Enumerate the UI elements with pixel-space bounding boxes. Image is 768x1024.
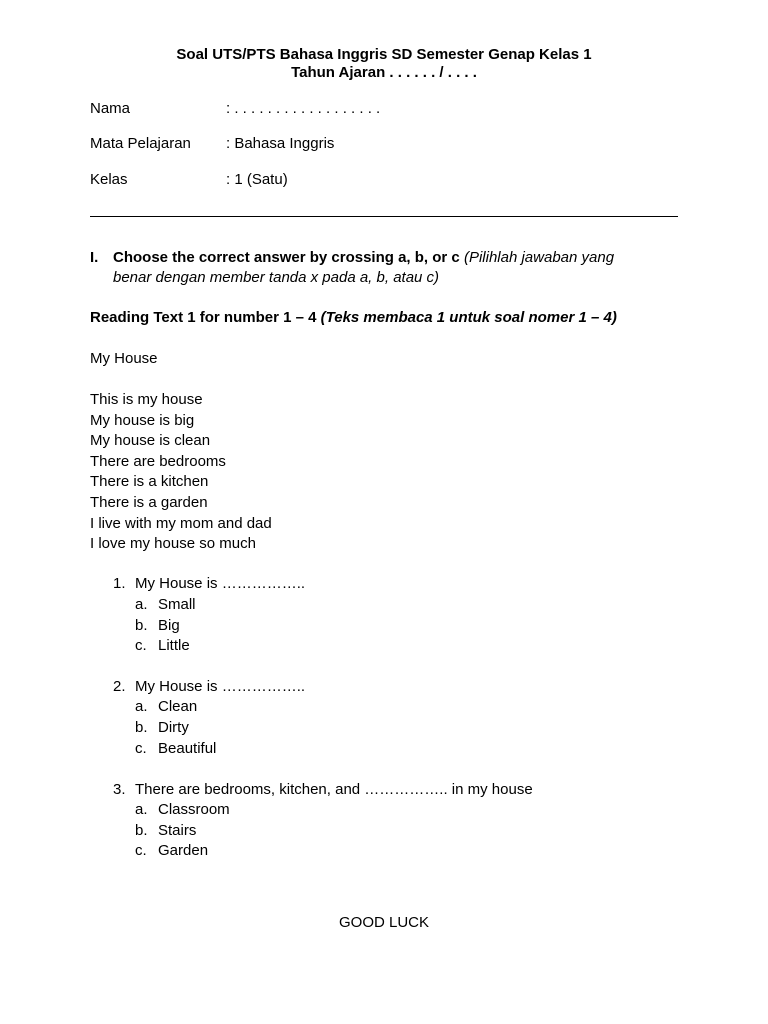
- reading-line: This is my house: [90, 391, 203, 408]
- name-label: Nama: [90, 100, 131, 117]
- document-title: Soal UTS/PTS Bahasa Inggris SD Semester Genap Kelas 1: [176, 46, 592, 63]
- section-instruction: [113, 249, 614, 266]
- subject-label: Mata Pelajaran: [90, 135, 191, 152]
- reading-heading-indonesian: (Teks membaca 1 untuk soal nomer 1 – 4): [320, 309, 617, 326]
- name-value: : . . . . . . . . . . . . . . . . . .: [226, 100, 381, 117]
- option-letter: c.: [135, 740, 147, 757]
- question-number: 1.: [113, 575, 126, 592]
- reading-title: My House: [90, 350, 158, 367]
- instruction-indonesian: (Pilihlah jawaban yang: [463, 249, 615, 266]
- reading-line: I love my house so much: [90, 535, 256, 553]
- option-text: Little: [158, 637, 190, 654]
- option-text: Dirty: [158, 719, 189, 736]
- option-letter: c.: [135, 842, 147, 859]
- option-letter: c.: [135, 637, 147, 654]
- question-text: There are bedrooms, kitchen, and …………….. in my house: [135, 781, 533, 798]
- class-label: Kelas: [90, 171, 128, 188]
- reading-heading-english: Reading Text 1 for number 1 – 4: [90, 309, 317, 326]
- option-text: Beautiful: [158, 740, 217, 757]
- option-text: Big: [158, 617, 180, 634]
- instruction-indonesian-cont: benar dengan member tanda x pada a, b, atau c): [113, 269, 440, 286]
- option-letter: a.: [135, 698, 148, 715]
- reading-line: My house is clean: [90, 432, 211, 450]
- option-letter: b.: [135, 822, 148, 839]
- divider: [90, 216, 678, 217]
- reading-line: There is a garden: [90, 494, 208, 511]
- option-letter: a.: [135, 596, 148, 613]
- good-luck-footer: GOOD LUCK: [338, 914, 429, 931]
- instruction-english: Choose the correct answer by crossing a, b, or c: [113, 249, 460, 266]
- reading-line: My house is big: [90, 411, 195, 429]
- reading-line: There is a kitchen: [90, 473, 209, 491]
- option-letter: b.: [135, 617, 148, 634]
- question-text: My House is ……………..: [135, 575, 306, 592]
- subject-value: : Bahasa Inggris: [226, 135, 335, 152]
- question-number: 2.: [113, 678, 126, 695]
- reading-heading: [90, 309, 617, 326]
- reading-line: I live with my mom and dad: [90, 514, 272, 532]
- option-text: Stairs: [158, 822, 197, 839]
- option-letter: b.: [135, 719, 148, 736]
- section-number: I.: [90, 249, 99, 266]
- option-letter: a.: [135, 801, 148, 818]
- option-text: Small: [158, 596, 196, 613]
- option-text: Clean: [158, 698, 198, 715]
- academic-year: Tahun Ajaran . . . . . . / . . . .: [291, 64, 477, 81]
- class-value: : 1 (Satu): [226, 171, 288, 188]
- option-text: Garden: [158, 842, 209, 859]
- question-number: 3.: [113, 781, 126, 798]
- option-text: Classroom: [158, 801, 230, 818]
- reading-line: There are bedrooms: [90, 452, 226, 470]
- question-text: My House is ……………..: [135, 678, 306, 695]
